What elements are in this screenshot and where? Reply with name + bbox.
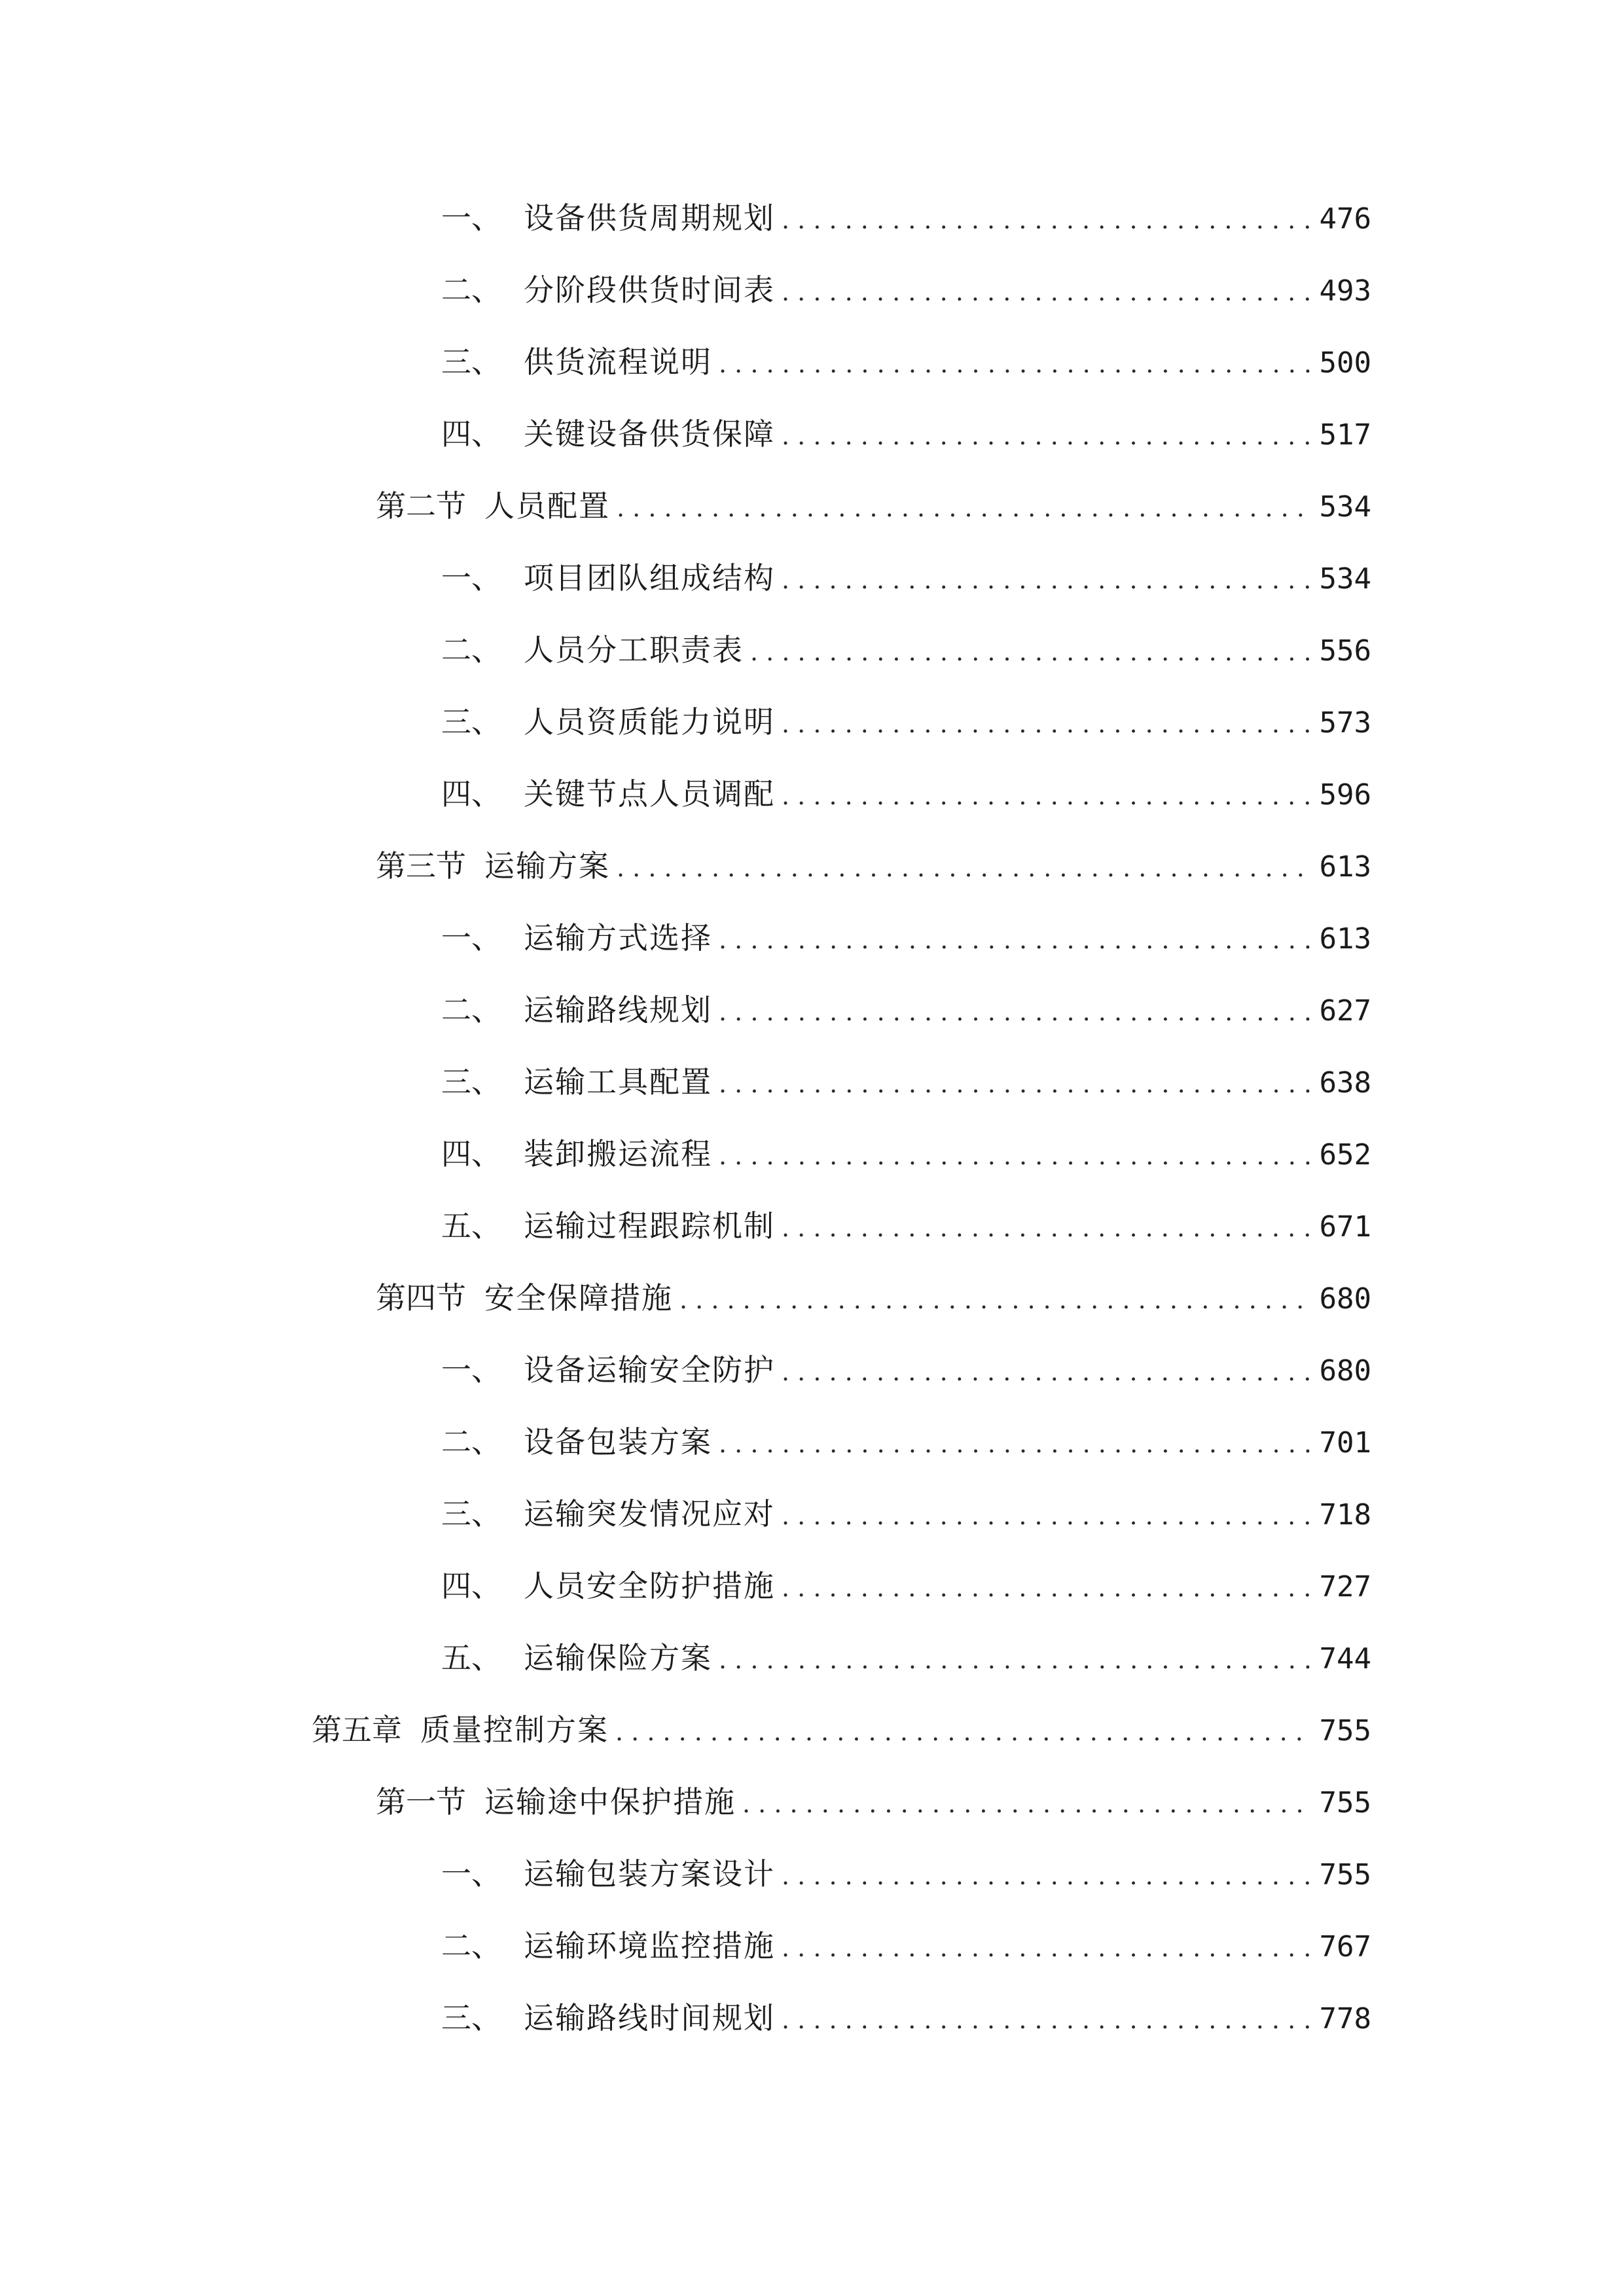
toc-entry[interactable] [441,1056,1371,1108]
toc-entry-title: 运输过程跟踪机制 [524,1208,775,1244]
toc-entry-number: 四、 [441,1136,501,1172]
toc-dot-leader [782,410,1310,462]
toc-entry[interactable] [441,1488,1371,1540]
toc-entry[interactable] [441,912,1371,964]
toc-page-number: 493 [1319,274,1371,308]
toc-page-number: 652 [1319,1138,1371,1172]
toc-entry-number: 一、 [441,560,501,596]
toc-entry[interactable] [441,1128,1371,1180]
toc-entry-number: 第三节 [376,848,466,884]
toc-page-number: 500 [1319,346,1371,380]
toc-entry-title: 安全保障措施 [484,1280,673,1316]
toc-entry-number: 第五章 [312,1712,402,1748]
toc-entry-number: 三、 [441,1064,501,1100]
toc-entry-number: 三、 [441,2000,501,2036]
toc-dot-leader [719,986,1310,1038]
toc-entry[interactable] [441,336,1371,388]
toc-entry[interactable] [376,1272,1371,1324]
toc-entry[interactable] [441,552,1371,604]
toc-entry-title: 关键设备供货保障 [524,416,775,452]
toc-entry-title: 装卸搬运流程 [524,1136,712,1172]
toc-page-number: 744 [1319,1642,1371,1676]
toc-page-number: 638 [1319,1066,1371,1100]
toc-entry[interactable] [441,624,1371,676]
toc-dot-leader [719,1058,1310,1110]
toc-entry-title: 运输方式选择 [524,920,712,956]
toc-entry-number: 二、 [441,632,501,668]
toc-entry-number: 一、 [441,1352,501,1388]
toc-page-number: 596 [1319,778,1371,812]
toc-entry-number: 第一节 [376,1784,466,1820]
toc-entry[interactable] [441,1632,1371,1684]
toc-entry[interactable] [376,480,1371,532]
toc-entry-title: 运输保险方案 [524,1640,712,1676]
toc-entry-title: 质量控制方案 [420,1712,609,1748]
toc-page-number: 627 [1319,994,1371,1028]
toc-dot-leader [782,1922,1310,1974]
toc-dot-leader [782,1490,1310,1542]
toc-entry[interactable] [376,1776,1371,1828]
toc-entry-number: 一、 [441,1856,501,1892]
toc-entry-title: 运输突发情况应对 [524,1496,775,1532]
toc-entry-number: 三、 [441,704,501,740]
toc-entry[interactable] [441,1560,1371,1612]
toc-entry-title: 运输环境监控措施 [524,1928,775,1964]
toc-page-number: 476 [1319,202,1371,236]
toc-page-number: 534 [1319,562,1371,596]
toc-entry[interactable] [441,192,1371,244]
toc-entry[interactable] [441,1344,1371,1396]
toc-page-number: 680 [1319,1354,1371,1388]
toc-page-number: 573 [1319,706,1371,740]
toc-dot-leader [679,1274,1310,1326]
toc-dot-leader [719,1634,1310,1686]
toc-entry-number: 二、 [441,1424,501,1460]
toc-dot-leader [782,1994,1310,2046]
toc-page-number: 680 [1319,1282,1371,1316]
toc-dot-leader [719,1130,1310,1182]
toc-dot-leader [782,1202,1310,1254]
toc-entry-number: 三、 [441,344,501,380]
toc-page-number: 613 [1319,850,1371,884]
toc-entry-number: 一、 [441,200,501,236]
toc-entry-number: 二、 [441,992,501,1028]
toc-page-number: 755 [1319,1858,1371,1892]
toc-entry-title: 运输方案 [484,848,610,884]
toc-page-number: 755 [1319,1786,1371,1820]
toc-entry-title: 设备供货周期规划 [524,200,775,236]
toc-entry[interactable] [441,1848,1371,1900]
toc-entry[interactable] [441,264,1371,316]
toc-entry-title: 人员安全防护措施 [524,1568,775,1604]
toc-page-number: 755 [1319,1714,1371,1748]
toc-entry-number: 五、 [441,1208,501,1244]
toc-entry-title: 人员配置 [484,488,610,524]
toc-page-number: 727 [1319,1570,1371,1604]
toc-dot-leader [617,482,1310,534]
toc-entry-title: 运输路线规划 [524,992,712,1028]
toc-entry-title: 运输途中保护措施 [484,1784,736,1820]
toc-entry[interactable] [441,696,1371,748]
toc-entry-number: 二、 [441,272,501,308]
toc-entry-number: 三、 [441,1496,501,1532]
toc-entry[interactable] [441,1992,1371,2044]
toc-entry[interactable] [441,1200,1371,1252]
toc-entry-title: 供货流程说明 [524,344,712,380]
toc-entry[interactable] [376,840,1371,892]
toc-dot-leader [782,554,1310,606]
toc-dot-leader [782,1346,1310,1398]
toc-entry-number: 一、 [441,920,501,956]
toc-entry[interactable] [441,1416,1371,1468]
toc-entry-number: 四、 [441,1568,501,1604]
toc-entry-number: 四、 [441,416,501,452]
toc-dot-leader [719,914,1310,966]
toc-page-number: 701 [1319,1426,1371,1460]
toc-entry[interactable] [441,1920,1371,1972]
toc-page-number: 534 [1319,490,1371,524]
toc-entry-title: 运输路线时间规划 [524,2000,775,2036]
toc-entry-number: 四、 [441,776,501,812]
toc-dot-leader [750,626,1310,678]
toc-page-number: 767 [1319,1930,1371,1964]
toc-entry-title: 运输工具配置 [524,1064,712,1100]
toc-entry-title: 人员分工职责表 [524,632,744,668]
toc-entry-title: 设备运输安全防护 [524,1352,775,1388]
toc-page-number: 671 [1319,1210,1371,1244]
toc-entry-title: 关键节点人员调配 [524,776,775,812]
toc-entry[interactable] [441,984,1371,1036]
toc-entry-number: 第四节 [376,1280,466,1316]
toc-page-number: 613 [1319,922,1371,956]
toc-entry-title: 设备包装方案 [524,1424,712,1460]
toc-dot-leader [782,194,1310,246]
toc-dot-leader [782,1850,1310,1902]
toc-dot-leader [742,1778,1310,1830]
toc-dot-leader [615,1706,1310,1758]
toc-dot-leader [782,698,1310,750]
toc-entry[interactable] [441,768,1371,820]
toc-dot-leader [782,266,1310,318]
toc-entry-title: 项目团队组成结构 [524,560,775,596]
toc-entry-title: 人员资质能力说明 [524,704,775,740]
toc-page-number: 556 [1319,634,1371,668]
toc-entry-title: 分阶段供货时间表 [524,272,775,308]
toc-page-number: 517 [1319,418,1371,452]
toc-dot-leader [719,338,1310,390]
toc-entry-number: 第二节 [376,488,466,524]
toc-page-number: 718 [1319,1498,1371,1532]
toc-entry-number: 二、 [441,1928,501,1964]
toc-entry[interactable] [312,1704,1371,1756]
toc-dot-leader [782,770,1310,822]
toc-entry-number: 五、 [441,1640,501,1676]
toc-dot-leader [617,842,1310,894]
toc-dot-leader [782,1562,1310,1614]
toc-entry[interactable] [441,408,1371,460]
toc-dot-leader [719,1418,1310,1470]
toc-page-number: 778 [1319,2002,1371,2036]
toc-entry-title: 运输包装方案设计 [524,1856,775,1892]
